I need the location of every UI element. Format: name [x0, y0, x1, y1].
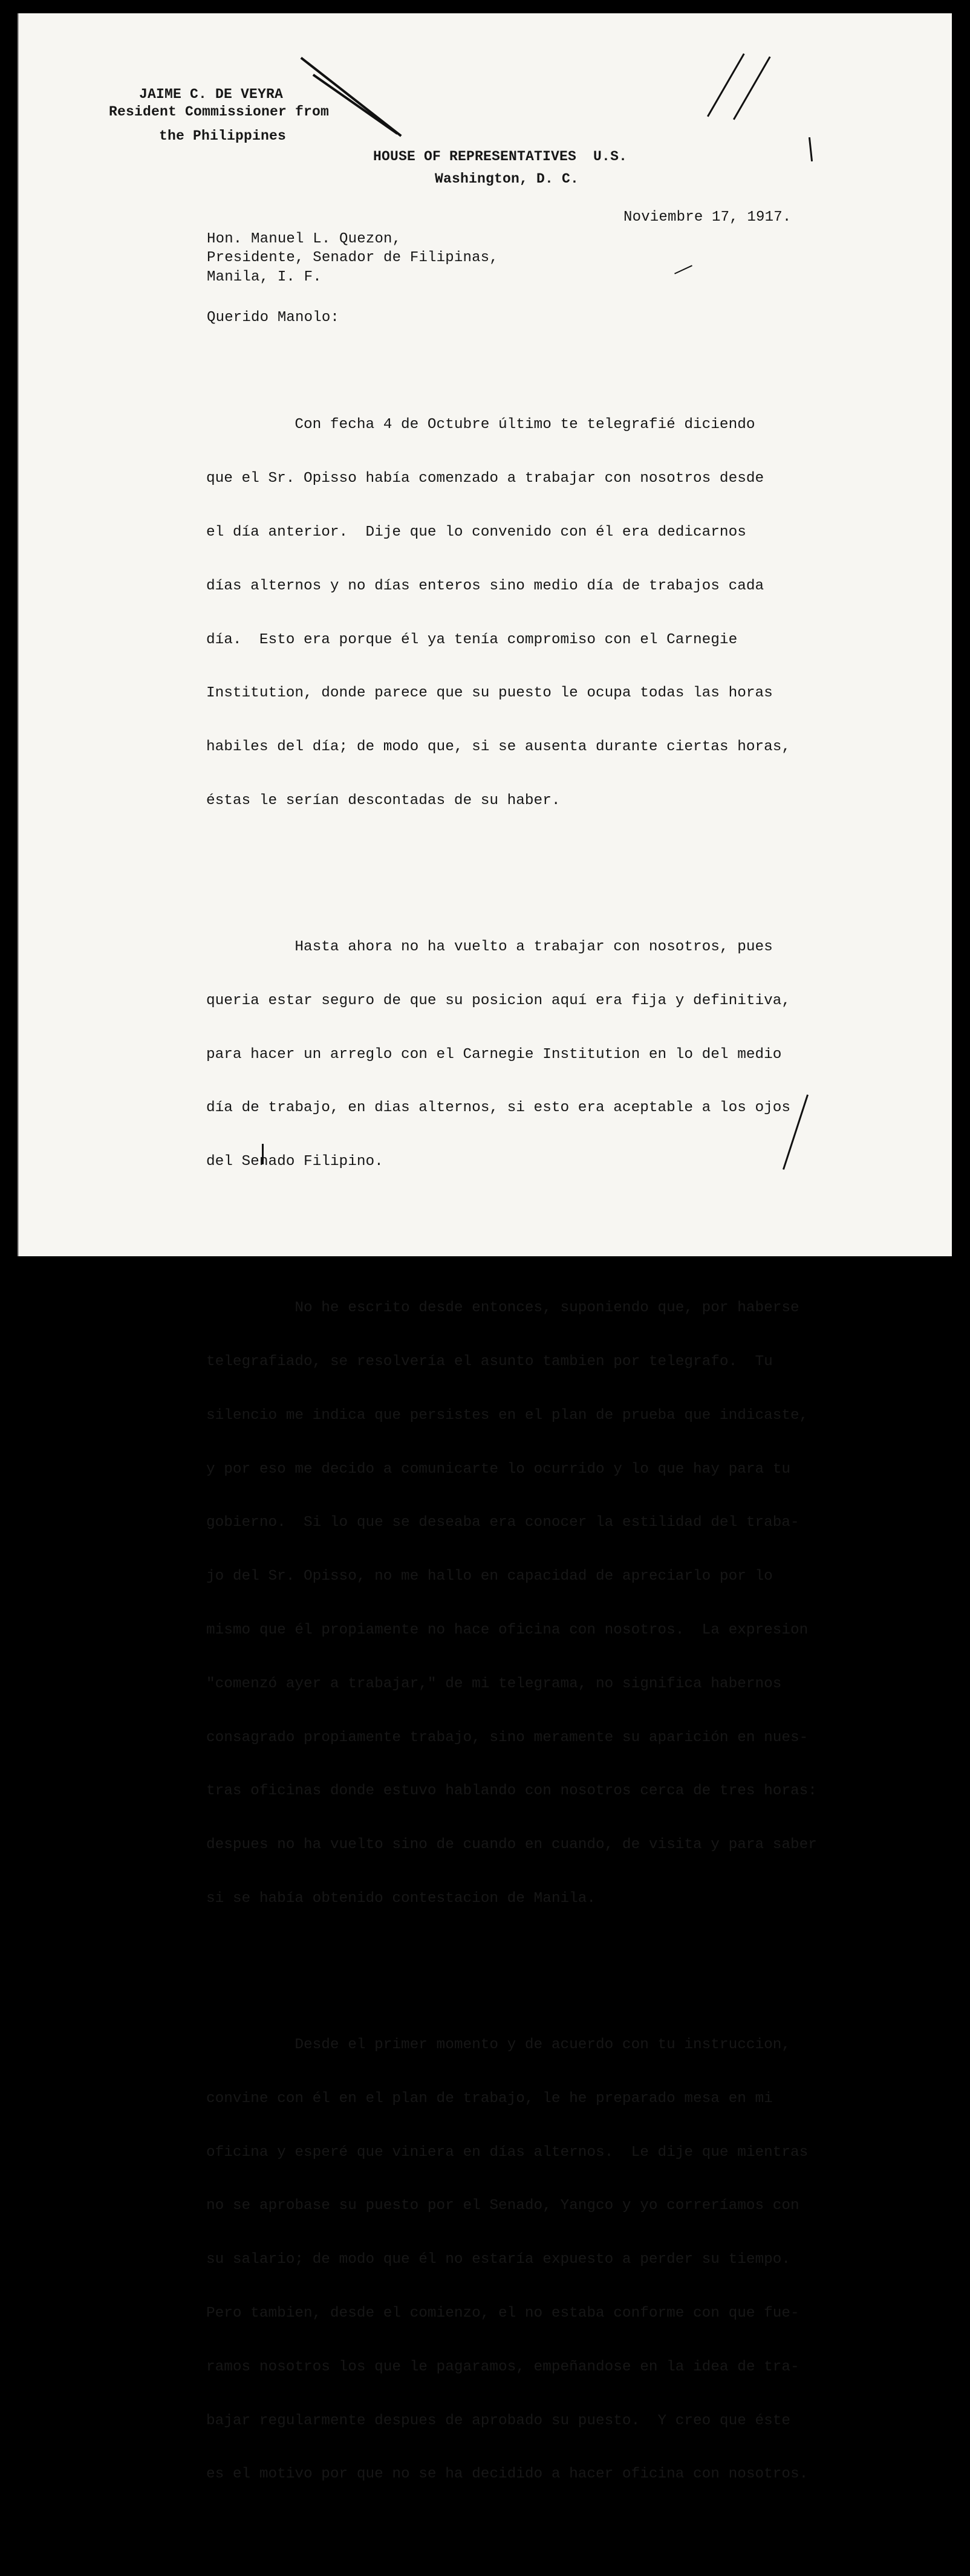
body-line: su salario; de modo que él no estaría expuesto a perder su tiempo.	[206, 2251, 791, 2268]
body-line: si se había obtenido contestacion de Manila.	[206, 1890, 596, 1907]
letter-date: Noviembre 17, 1917.	[623, 209, 792, 225]
body-line: que el Sr. Opisso había comenzado a trabajar con nosotros desde	[206, 470, 764, 487]
body-line: oficina y esperé que viniera en días alternos. Le dije que mientras	[206, 2144, 809, 2161]
body-line: el día anterior. Dije que lo convenido con él era dedicarnos	[206, 524, 746, 540]
letter-page	[18, 13, 952, 2483]
body-line: despues no ha vuelto sino de cuando en cuando, de visita y para saber	[206, 1837, 817, 1854]
recipient-title: Presidente, Senador de Filipinas,	[207, 250, 498, 266]
pen-stroke-small	[674, 265, 692, 274]
body-line: tras oficinas donde estuvo hablando con nosotros cerca de tres horas:	[206, 1783, 817, 1800]
body-line: queria estar seguro de que su posicion aquí era fija y definitiva,	[206, 992, 791, 1009]
scan-border-left	[18, 13, 19, 1256]
paragraph	[206, 903, 817, 1207]
body-line: "comenzó ayer a trabajar," de mi telegrama, no significa habernos	[206, 1675, 782, 1692]
body-line: mismo que él propiamente no hace oficina con nosotros. La expresion	[206, 1621, 809, 1638]
body-line: habiles del día; de modo que, si se ausenta durante ciertas horas,	[206, 739, 791, 756]
body-line: gobierno. Si lo que se deseaba era conocer la estilidad del traba-	[206, 1514, 799, 1531]
body-line: días alternos y no días enteros sino medio día de trabajos cada	[206, 577, 764, 594]
body-line: bajar regularmente despues de aprobado su puesto. Y creo que éste	[206, 2412, 791, 2429]
sender-name: JAIME C. DE VEYRA	[139, 86, 284, 102]
salutation: Querido Manolo:	[207, 310, 340, 326]
body-line: y por eso me decido a comunicarte lo ocurrido y lo que hay para tu	[206, 1461, 791, 1478]
body-line: Desde el primer momento y de acuerdo con tu instruccion,	[206, 2037, 791, 2054]
body-line: No he escrito desde entonces, suponiendo que, por haberse	[206, 1300, 799, 1317]
body-line: éstas le serían descontadas de su haber.	[206, 792, 561, 809]
pen-stroke-small	[809, 137, 813, 161]
body-line: telegrafiado, se resolvería el asunto tambien por telegrafo. Tu	[206, 1354, 773, 1371]
recipient-name: Hon. Manuel L. Quezon,	[207, 231, 402, 247]
institution-name: HOUSE OF REPRESENTATIVES U.S.	[373, 149, 628, 164]
paragraph	[206, 2000, 817, 2519]
paragraph	[206, 1264, 817, 1944]
body-line: Pero tambien, desde el comienzo, el no estaba conforme con que fue-	[206, 2305, 799, 2321]
institution-city: Washington, D. C.	[435, 171, 579, 187]
paragraph	[206, 380, 817, 845]
recipient-address: Manila, I. F.	[207, 269, 322, 285]
body-line: Hasta ahora no ha vuelto a trabajar con nosotros, pues	[206, 939, 773, 955]
body-line: consagrado propiamente trabajo, sino meramente su aparición en nues-	[206, 1729, 809, 1746]
body-line: jo del Sr. Opisso, no me hallo en capacidad de apreciarlo por lo	[206, 1568, 773, 1585]
body-line: día de trabajo, en dias alternos, si esto era aceptable a los ojos	[206, 1100, 791, 1117]
body-line: ramos nosotros los que le pagaramos, empeñandose en la idea de tra-	[206, 2358, 799, 2375]
sender-title: Resident Commissioner from	[109, 104, 330, 120]
body-line: convine con él en el plan de trabajo, le he preparado mesa en mi	[206, 2090, 773, 2107]
letter-body	[206, 345, 817, 2576]
body-line: Institution, donde parece que su puesto le ocupa todas las horas	[206, 685, 773, 702]
body-line: Con fecha 4 de Octubre último te telegrafié diciendo	[206, 417, 755, 433]
body-line: no se aprobase su puesto por el Senado, Yangco y yo correríamos con	[206, 2198, 799, 2214]
sender-place: the Philippines	[159, 128, 287, 144]
body-line: para hacer un arreglo con el Carnegie Institution en lo del medio	[206, 1046, 782, 1063]
body-line: del Senado Filipino.	[206, 1153, 383, 1170]
body-line: silencio me indica que persistes en el plan de prueba que indicaste,	[206, 1407, 809, 1424]
pen-stroke-tick	[733, 56, 771, 120]
body-line: es el motivo por que no se ha decidido a hacer oficina con nosotros.	[206, 2466, 809, 2483]
body-line: día. Esto era porque él ya tenía compromiso con el Carnegie	[206, 631, 738, 648]
